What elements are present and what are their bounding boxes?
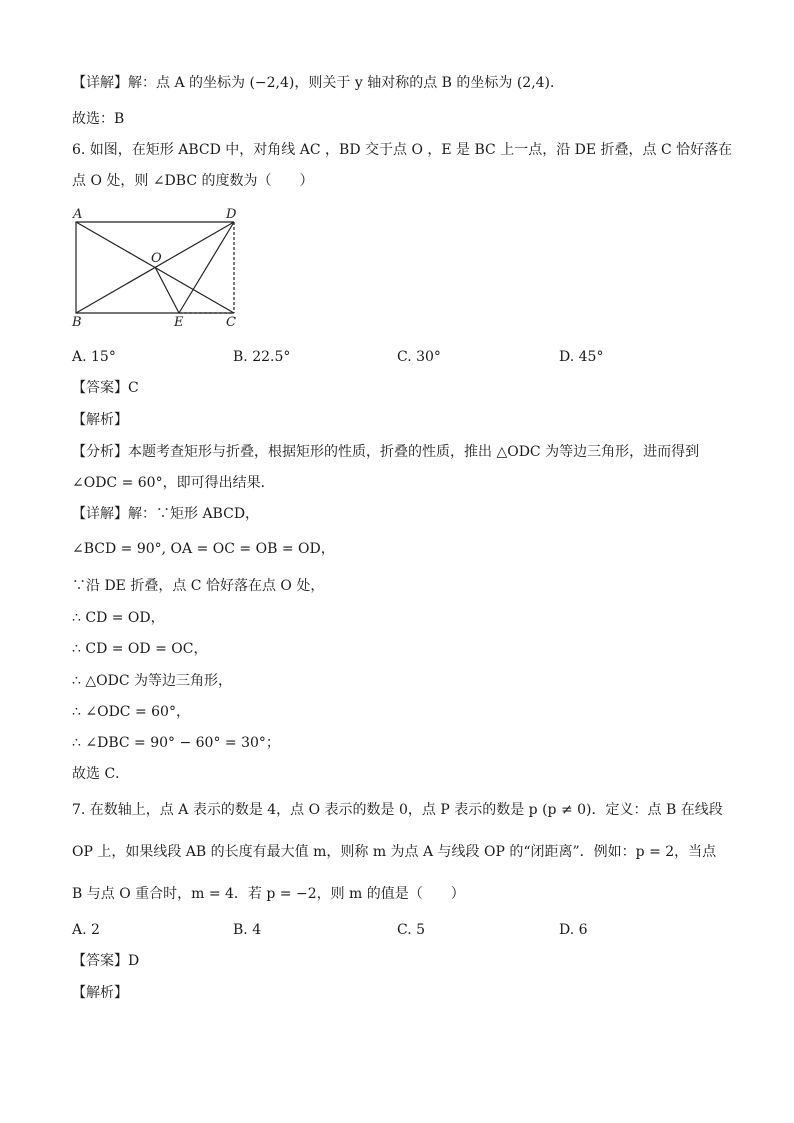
q6-analysis-line-2: ∠ODC = 60°，即可得出结果． xyxy=(72,475,275,491)
answer-detail-line: 【详解】解：点 A 的坐标为 (−2,4)，则关于 y 轴对称的点 B 的坐标为 (2,4)． xyxy=(72,75,565,91)
q6-option-c: C. 30° xyxy=(397,349,441,365)
q7-option-b: B. 4 xyxy=(233,922,262,938)
q7-option-a: A. 2 xyxy=(72,922,100,938)
q6-detail-1: 【详解】解：∵矩形 ABCD， xyxy=(72,506,260,522)
label-o: O xyxy=(151,251,162,266)
q7-option-d: D. 6 xyxy=(559,922,588,938)
label-e: E xyxy=(174,315,184,330)
q6-detail-2: ∠BCD = 90°, OA = OC = OB = OD， xyxy=(72,541,335,557)
question-7-line-3: B 与点 O 重合时，m = 4．若 p = −2，则 m 的值是（ ） xyxy=(72,886,465,902)
q7-answer: 【答案】D xyxy=(72,953,140,969)
q6-detail-5: ∴ CD = OD = OC， xyxy=(72,641,208,657)
q6-option-a: A. 15° xyxy=(72,349,116,365)
question-7-line-1: 7. 在数轴上，点 A 表示的数是 4，点 O 表示的数是 0，点 P 表示的数是 p (p ≠ 0)．定义：点 B 在线段 xyxy=(72,802,723,818)
q6-analysis-line-1: 【分析】本题考查矩形与折叠，根据矩形的性质，折叠的性质，推出 △ODC 为等边三角形，进而得到 xyxy=(72,444,700,460)
q6-detail-7: ∴ ∠ODC = 60°， xyxy=(72,704,190,720)
q7-analysis-heading: 【解析】 xyxy=(72,985,128,1001)
q6-option-d: D. 45° xyxy=(559,349,604,365)
label-c: C xyxy=(226,315,236,330)
fold-line-de xyxy=(179,222,234,313)
question-6-line-1: 6. 如图，在矩形 ABCD 中，对角线 AC ，BD 交于点 O ，E 是 BC 上一点，沿 DE 折叠，点 C 恰好落在 xyxy=(72,142,733,158)
choice-line: 故选：B xyxy=(72,111,125,127)
q6-option-b: B. 22.5° xyxy=(233,349,291,365)
q6-detail-4: ∴ CD = OD， xyxy=(72,610,165,626)
label-b: B xyxy=(72,315,82,330)
q7-option-c: C. 5 xyxy=(397,922,426,938)
q6-detail-3: ∵沿 DE 折叠，点 C 恰好落在点 O 处， xyxy=(72,578,325,594)
label-a: A xyxy=(73,207,83,222)
rectangle-fold-figure xyxy=(66,205,256,330)
q6-detail-6: ∴ △ODC 为等边三角形， xyxy=(72,673,232,689)
label-d: D xyxy=(226,207,237,222)
q6-detail-9: 故选 C． xyxy=(72,766,130,782)
question-7-line-2: OP 上，如果线段 AB 的长度有最大值 m，则称 m 为点 A 与线段 OP 的“闭距离”．例如：p = 2，当点 xyxy=(72,844,717,860)
q6-answer: 【答案】C xyxy=(72,380,139,396)
q6-analysis-heading: 【解析】 xyxy=(72,412,128,428)
q6-detail-8: ∴ ∠DBC = 90° − 60° = 30°； xyxy=(72,735,280,751)
question-6-line-2: 点 O 处，则 ∠DBC 的度数为（ ） xyxy=(72,173,314,189)
